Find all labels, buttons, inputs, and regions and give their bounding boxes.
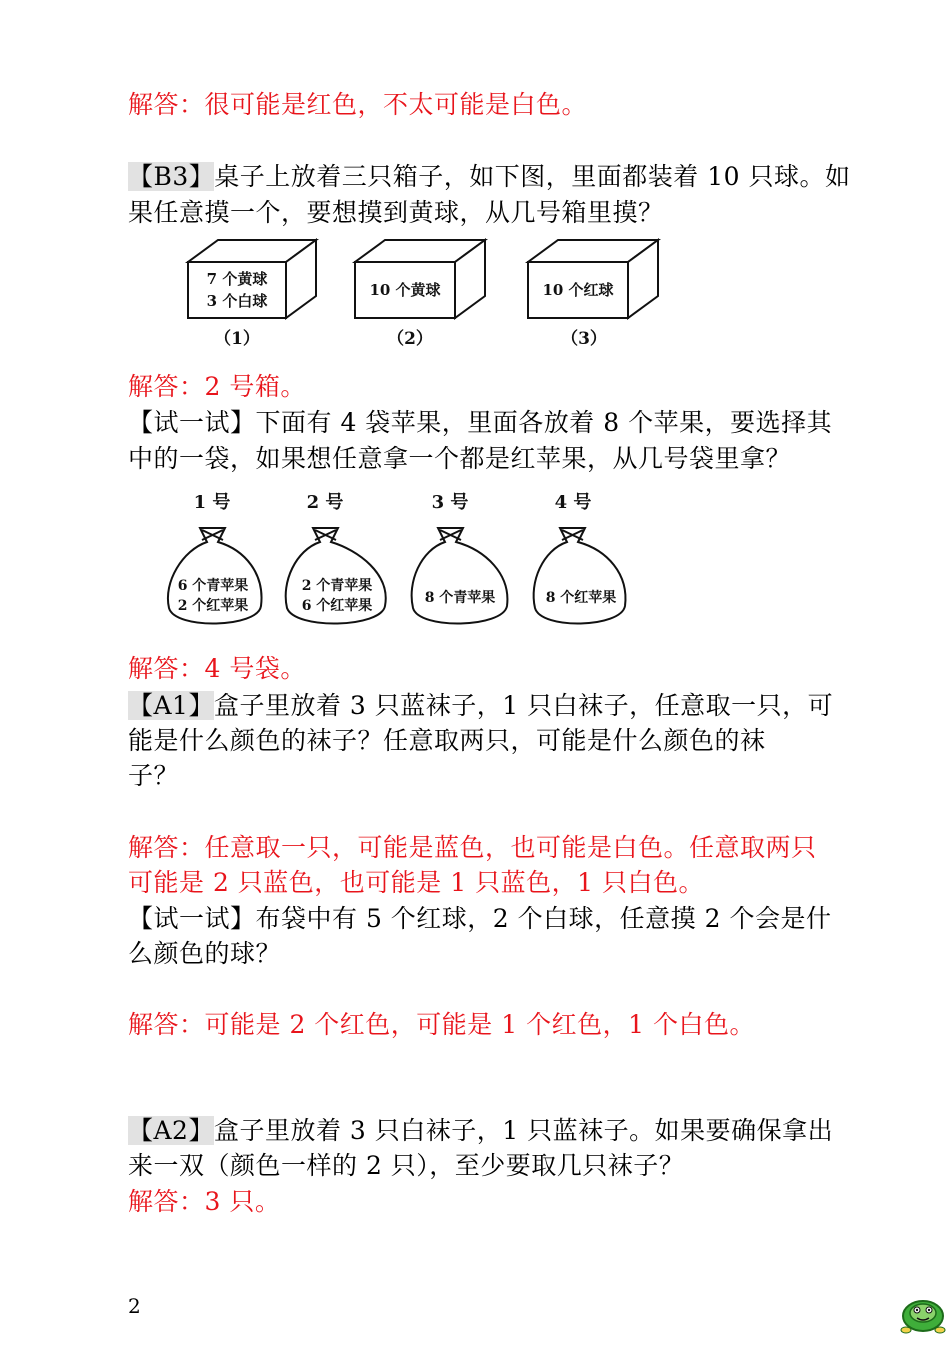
question-tag: 【A1】 [128, 691, 214, 720]
try1-line1: 【试一试】下面有 4 袋苹果，里面各放着 8 个苹果，要选择其 [128, 408, 833, 437]
try2-line1: 【试一试】布袋中有 5 个红球，2 个白球，任意摸 2 个会是什 [128, 904, 832, 933]
question-b3-line1 [128, 160, 851, 194]
answer-b3: 解答：2 号箱。 [128, 372, 306, 401]
bag-2-title: 2 号 [306, 492, 344, 513]
bag-3-title: 3 号 [431, 492, 469, 513]
box-1-content-line2: 3 个白球 [206, 292, 268, 310]
question-a1-line3: 子？ [128, 761, 180, 790]
answer-a2: 解答：3 只。 [128, 1187, 281, 1216]
bag-2 [286, 492, 386, 624]
box-3-content: 10 个红球 [542, 281, 614, 299]
bag-2-content-line1: 2 个青苹果 [301, 578, 373, 594]
bag-3-content: 8 个青苹果 [424, 590, 496, 606]
box-2-label: （2） [387, 329, 433, 349]
box-2-content: 10 个黄球 [369, 281, 441, 299]
answer-try1: 解答：4 号袋。 [128, 654, 306, 683]
question-a1-line1 [128, 689, 834, 723]
question-a2-line2: 来一双（颜色一样的 2 只），至少要取几只袜子？ [128, 1151, 685, 1180]
bags-figure [155, 484, 645, 636]
question-text: 桌子上放着三只箱子，如下图，里面都装着 10 只球。如 [214, 162, 851, 191]
answer-try2: 解答：可能是 2 个红色，可能是 1 个红色，1 个白色。 [128, 1010, 755, 1039]
try1-line2: 中的一袋，如果想任意拿一个都是红苹果，从几号袋里拿？ [128, 444, 792, 473]
bag-2-content-line2: 6 个红苹果 [301, 598, 373, 614]
box-1-label: （1） [214, 329, 260, 349]
try2-line2: 么颜色的球？ [128, 939, 282, 968]
bag-1-content-line2: 2 个红苹果 [177, 598, 249, 614]
turtle-logo-icon [898, 1288, 948, 1338]
bag-4 [534, 492, 626, 624]
box-2 [355, 240, 485, 349]
bag-3 [412, 492, 508, 624]
question-tag: 【A2】 [128, 1116, 214, 1145]
bag-4-title: 4 号 [554, 492, 592, 513]
question-tag: 【B3】 [128, 162, 215, 191]
boxes-figure [180, 232, 680, 354]
answer-a1-line2: 可能是 2 只蓝色，也可能是 1 只蓝色，1 只白色。 [128, 868, 704, 897]
box-1 [188, 240, 316, 349]
answer-previous: 解答：很可能是红色，不太可能是白色。 [128, 90, 588, 119]
question-text: 盒子里放着 3 只白袜子，1 只蓝袜子。如果要确保拿出 [213, 1116, 834, 1145]
bag-1-content-line1: 6 个青苹果 [177, 578, 249, 594]
page-number: 2 [128, 1294, 141, 1318]
bag-1 [168, 492, 262, 624]
box-3 [528, 240, 658, 349]
box-3-label: （3） [561, 329, 607, 349]
box-1-content-line1: 7 个黄球 [206, 270, 268, 288]
question-a1-line2: 能是什么颜色的袜子？任意取两只，可能是什么颜色的袜 [128, 726, 766, 755]
bag-4-content: 8 个红苹果 [545, 590, 617, 606]
answer-a1-line1: 解答：任意取一只，可能是蓝色，也可能是白色。任意取两只 [128, 833, 817, 862]
bag-1-title: 1 号 [193, 492, 231, 513]
question-a2-line1 [128, 1114, 834, 1148]
question-b3-line2: 果任意摸一个，要想摸到黄球，从几号箱里摸？ [128, 198, 664, 227]
question-text: 盒子里放着 3 只蓝袜子，1 只白袜子，任意取一只，可 [213, 691, 834, 720]
